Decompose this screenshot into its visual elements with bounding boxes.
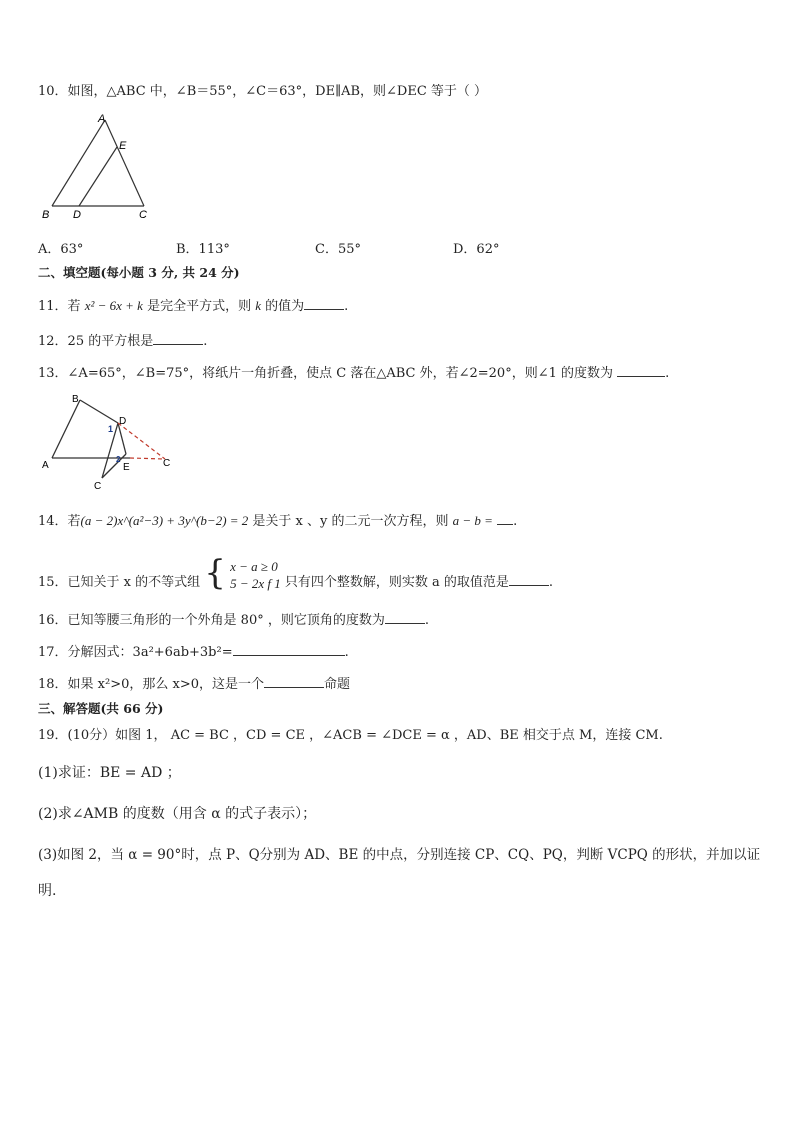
label-d: D	[73, 209, 81, 221]
q13-text: 13．∠A=65°，∠B=75°，将纸片一角折叠，使点 C 落在△ABC 外，若∠2=20°，则∠1 的度数为	[38, 366, 614, 381]
q19-part3: (3)如图 2，当 α = 90°时，点 P、Q分别为 AD、BE 的中点，分别连接 CP、CQ、PQ，判断 VCPQ 的形状，并加以证	[38, 847, 761, 863]
label-a: A	[42, 460, 49, 471]
q11-expr: x² − 6x + k	[84, 298, 143, 313]
q11-answer-blank[interactable]	[304, 297, 344, 310]
q16-text: 16．已知等腰三角形的一个外角是 80° ，则它顶角的度数为	[38, 613, 385, 628]
q17-answer-blank[interactable]	[233, 643, 345, 656]
label-e: E	[123, 462, 130, 473]
q14-expr2: a − b =	[452, 513, 493, 528]
label-b: B	[72, 394, 79, 405]
q10-option-b: B．113°	[176, 242, 230, 257]
q14-post: .	[513, 514, 518, 529]
q10-triangle-figure	[38, 110, 163, 225]
q15-system	[230, 558, 281, 592]
q11-pre: 11．若	[38, 299, 85, 314]
q10-option-d: D．62°	[453, 242, 500, 257]
q17-text: 17．分解因式：3a²+6ab+3b²=	[38, 645, 233, 660]
q16: 16．已知等腰三角形的一个外角是 80° ，则它顶角的度数为 .	[38, 613, 429, 628]
q14	[38, 512, 517, 531]
q13: 13．∠A=65°，∠B=75°，将纸片一角折叠，使点 C 落在△ABC 外，若∠2=20°，则∠1 的度数为 .	[38, 366, 670, 381]
q15-pre: 15．已知关于 x 的不等式组	[38, 575, 201, 590]
q19-part2: (2)求∠AMB 的度数（用含 α 的式子表示）；	[38, 806, 317, 822]
q19-part3-cont: 明.	[38, 883, 57, 899]
section2-heading: 二、填空题(每小题 3 分, 共 24 分)	[38, 265, 240, 280]
q18-answer-blank[interactable]	[264, 675, 324, 688]
q14-pre: 14．若	[38, 514, 81, 529]
q12-answer-blank[interactable]	[153, 332, 203, 345]
q18-pre: 18．如果 x²>0，那么 x>0，这是一个	[38, 677, 265, 692]
q14-answer-blank[interactable]	[497, 512, 513, 525]
label-a: A	[98, 113, 106, 125]
q13-answer-blank[interactable]	[617, 364, 665, 377]
q12: 12．25 的平方根是 .	[38, 334, 208, 349]
label-c: C	[139, 209, 147, 221]
q19-stem: 19．(10分）如图 1， AC = BC ，CD = CE ，∠ACB = ∠DCE = α ，AD、BE 相交于点 M，连接 CM.	[38, 728, 663, 743]
q15: 15．已知关于 x 的不等式组 { x − a ≥ 0 5 − 2x f 1 只有四个整数解，则实数 a 的取值范是 .	[38, 553, 554, 593]
q11: 11．若 x² − 6x + k 是完全平方式，则 k 的值为 .	[38, 298, 349, 314]
label-b: B	[42, 209, 50, 221]
q13-folding-figure	[38, 390, 188, 495]
label-c-folded: C	[94, 481, 102, 492]
q18-post: 命题	[324, 677, 351, 692]
q15-answer-blank[interactable]	[509, 573, 549, 586]
q18	[38, 675, 350, 694]
q10-stem: 10．如图，△ABC 中，∠B＝55°，∠C＝63°，DE∥AB，则∠DEC 等于（ ）	[38, 84, 488, 99]
q11-post: 的值为	[261, 299, 305, 314]
label-c-original: C	[163, 458, 171, 469]
label-angle-1: 1	[108, 424, 114, 434]
label-d: D	[119, 416, 127, 427]
q15-brace: {	[204, 553, 226, 593]
q10-option-a: A．63°	[38, 242, 84, 257]
q16-answer-blank[interactable]	[385, 611, 425, 624]
label-e: E	[119, 140, 127, 152]
q11-mid: 是完全平方式，则	[142, 299, 256, 314]
q14-expr: (a − 2)x^(a²−3) + 3y^(b−2) = 2	[80, 513, 249, 528]
q11-var: k	[255, 298, 261, 313]
q15-row1: x − a ≥ 0	[230, 559, 278, 574]
q17: 17．分解因式：3a²+6ab+3b²= .	[38, 645, 349, 660]
section3-heading: 三、解答题(共 66 分)	[38, 701, 164, 716]
q10-option-c: C．55°	[315, 242, 361, 257]
q15-row2: 5 − 2x f 1	[230, 576, 281, 591]
q14-mid: 是关于 x 、y 的二元一次方程，则	[248, 514, 453, 529]
q15-post: 只有四个整数解，则实数 a 的取值范是	[284, 575, 509, 590]
label-angle-2: 2	[116, 455, 121, 464]
q12-text: 12．25 的平方根是	[38, 334, 154, 349]
q19-part1: (1)求证：BE = AD ；	[38, 765, 181, 781]
